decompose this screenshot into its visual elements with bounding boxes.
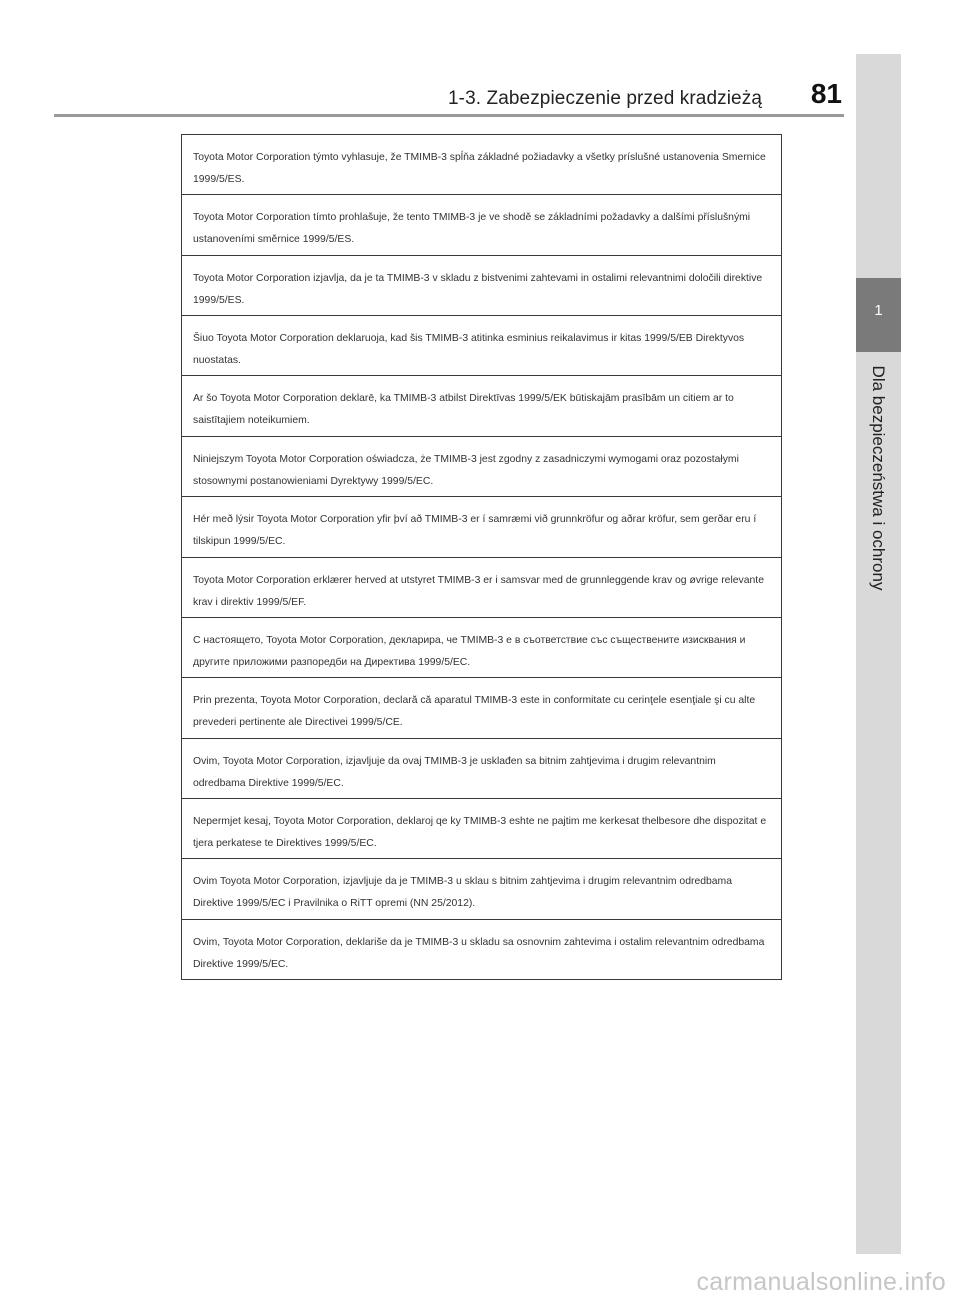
declaration-bosnian: Ovim, Toyota Motor Corporation, izjavljuje da ovaj TMIMB-3 je usklađen sa bitnim zahtjevima i drugim relevantnim odredbama Direktive 1999/5/EC. xyxy=(182,739,781,799)
declaration-romanian: Prin prezenta, Toyota Motor Corporation, declară că aparatul TMIMB-3 este in conformitate cu cerinţele esenţiale şi cu alte prevederi pertinente ale Directivei 1999/5/CE. xyxy=(182,678,781,738)
header-divider xyxy=(54,114,844,117)
section-title: 1-3. Zabezpieczenie przed kradzieżą xyxy=(447,88,762,109)
chapter-side-strip xyxy=(856,54,901,1254)
declaration-latvian: Ar šo Toyota Motor Corporation deklarē, ka TMIMB-3 atbilst Direktīvas 1999/5/EK būtiskajām prasībām un citiem ar to saistītajiem noteikumiem. xyxy=(182,376,781,436)
declaration-bulgarian: С настоящето, Toyota Motor Corporation, декларира, че TMIMB-3 е в съответствие със съществените изисквания и другите приложими разпоредби на Директива 1999/5/EC. xyxy=(182,618,781,678)
declaration-slovak: Toyota Motor Corporation týmto vyhlasuje, že TMIMB-3 spĺňa základné požiadavky a všetky príslušné ustanovenia Smernice 1999/5/ES. xyxy=(182,135,781,195)
chapter-title: Dla bezpieczeństwa i ochrony xyxy=(869,365,888,591)
declaration-slovenian: Toyota Motor Corporation izjavlja, da je ta TMIMB-3 v skladu z bistvenimi zahtevami in ostalimi relevantnimi določili direktive 1999/5/ES. xyxy=(182,256,781,316)
declaration-lithuanian: Šiuo Toyota Motor Corporation deklaruoja, kad šis TMIMB-3 atitinka esminius reikalavimus ir kitas 1999/5/EB Direktyvos nuostatas. xyxy=(182,316,781,376)
declaration-norwegian: Toyota Motor Corporation erklærer herved at utstyret TMIMB-3 er i samsvar med de grunnleggende krav og øvrige relevante krav i direktiv 1999/5/EF. xyxy=(182,558,781,618)
watermark: carmanualsonline.info xyxy=(696,1268,946,1296)
declaration-icelandic: Hér með lýsir Toyota Motor Corporation yfir því að TMIMB-3 er í samræmi við grunnkröfur og aðrar kröfur, sem gerðar eru í tilskipun 1999/5/EC. xyxy=(182,497,781,557)
page-header xyxy=(54,70,844,115)
declaration-serbian: Ovim, Toyota Motor Corporation, deklariše da je TMIMB-3 u skladu sa osnovnim zahtevima i ostalim relevantnim odredbama Direktive 1999/5/EC. xyxy=(193,936,765,970)
declaration-polish: Niniejszym Toyota Motor Corporation oświadcza, że TMIMB-3 jest zgodny z zasadniczymi wymogami oraz pozostałymi stosownymi postanowieniami Dyrektywy 1999/5/EC. xyxy=(182,437,781,497)
chapter-tab xyxy=(856,278,901,352)
declarations-table xyxy=(181,134,782,980)
declaration-czech: Toyota Motor Corporation tímto prohlašuje, že tento TMIMB-3 je ve shodě se základními požadavky a dalšími příslušnými ustanoveními směrnice 1999/5/ES. xyxy=(182,195,781,255)
declaration-albanian: Nepermjet kesaj, Toyota Motor Corporation, deklaroj qe ky TMIMB-3 eshte ne pajtim me kerkesat thelbesore dhe dispozitat e tjera perkatese te Direktives 1999/5/EC. xyxy=(182,799,781,859)
page-number: 81 xyxy=(810,78,842,109)
chapter-number: 1 xyxy=(874,302,883,319)
declaration-croatian: Ovim Toyota Motor Corporation, izjavljuje da je TMIMB-3 u sklau s bitnim zahtjevima i drugim relevantnim odredbama Direktive 1999/5/EC i Pravilnika o RiTT opremi (NN 25/2012). xyxy=(182,859,781,919)
